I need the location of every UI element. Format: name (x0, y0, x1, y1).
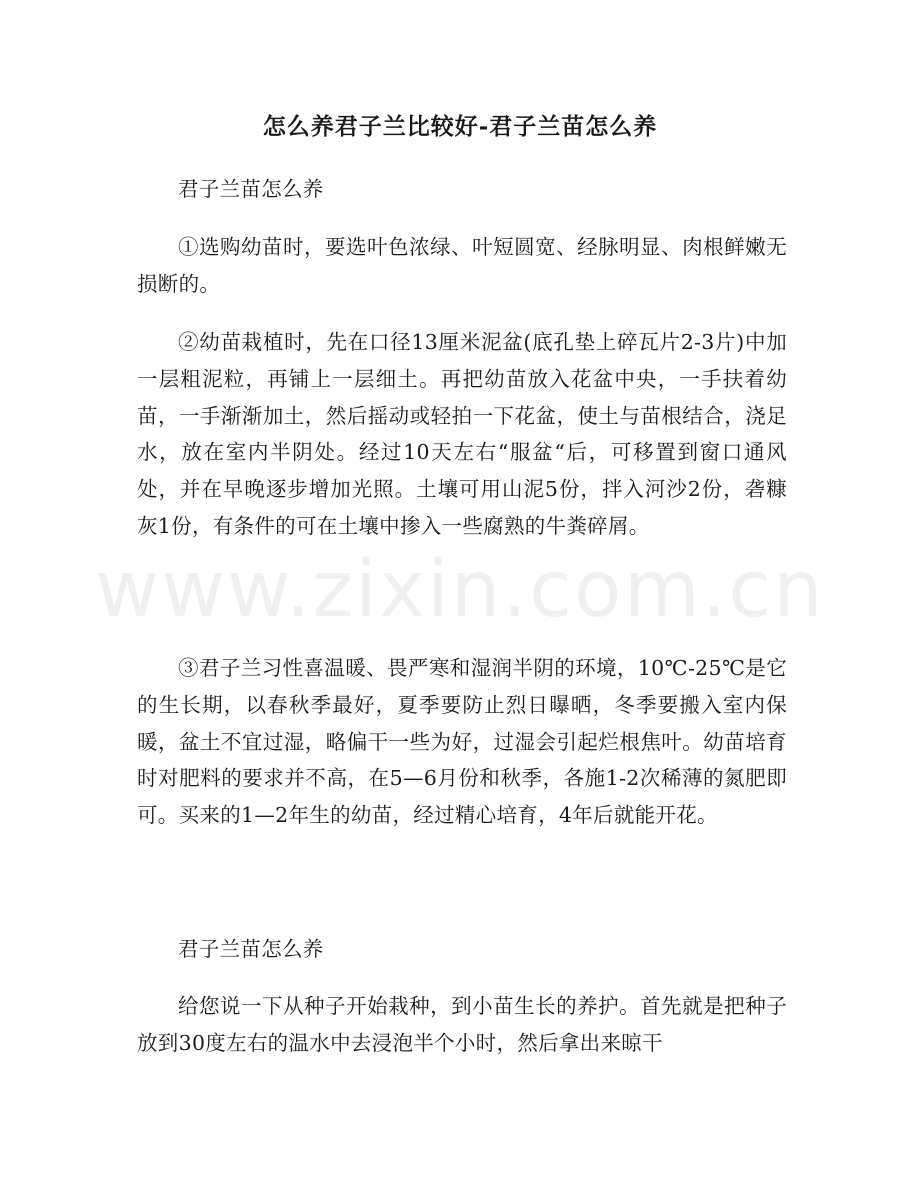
paragraph-1: ①选购幼苗时，要选叶色浓绿、叶短圆宽、经脉明显、肉根鲜嫩无损断的。 (137, 235, 787, 296)
paragraph-4: 给您说一下从种子开始栽种，到小苗生长的养护。首先就是把种子放到30度左右的温水中去浸泡半个小时，然后拿出来晾干 (137, 994, 787, 1055)
paragraph-3: ③君子兰习性喜温暖、畏严寒和湿润半阴的环境，10℃-25℃是它的生长期，以春秋季最好，夏季要防止烈日曝晒，冬季要搬入室内保暖，盆土不宜过湿，略偏干一些为好，过湿会引起烂根焦叶。幼苗培育时对肥料的要求并不高，在5—6月份和秋季，各施1-2次稀薄的氮肥即可。买来的1—2年生的幼苗，经过精心培育，4年后就能开花。 (137, 656, 787, 828)
paragraph-2: ②幼苗栽植时，先在口径13厘米泥盆(底孔垫上碎瓦片2-3片)中加一层粗泥粒，再铺上一层细土。再把幼苗放入花盆中央，一手扶着幼苗，一手渐渐加土，然后摇动或轻拍一下花盆，使土与苗根结合，浇足水，放在室内半阴处。经过10天左右“服盆“后，可移置到窗口通风处，并在早晚逐步增加光照。土壤可用山泥5份，拌入河沙2份，砻糠灰1份，有条件的可在土壤中掺入一些腐熟的牛粪碎屑。 (137, 330, 787, 538)
subheading-paragraph: 君子兰苗怎么养 (178, 177, 324, 201)
subheading-paragraph-2: 君子兰苗怎么养 (178, 937, 324, 961)
document-title: 怎么养君子兰比较好-君子兰苗怎么养 (262, 113, 658, 140)
watermark: www.zixin.com.cn (95, 545, 825, 635)
